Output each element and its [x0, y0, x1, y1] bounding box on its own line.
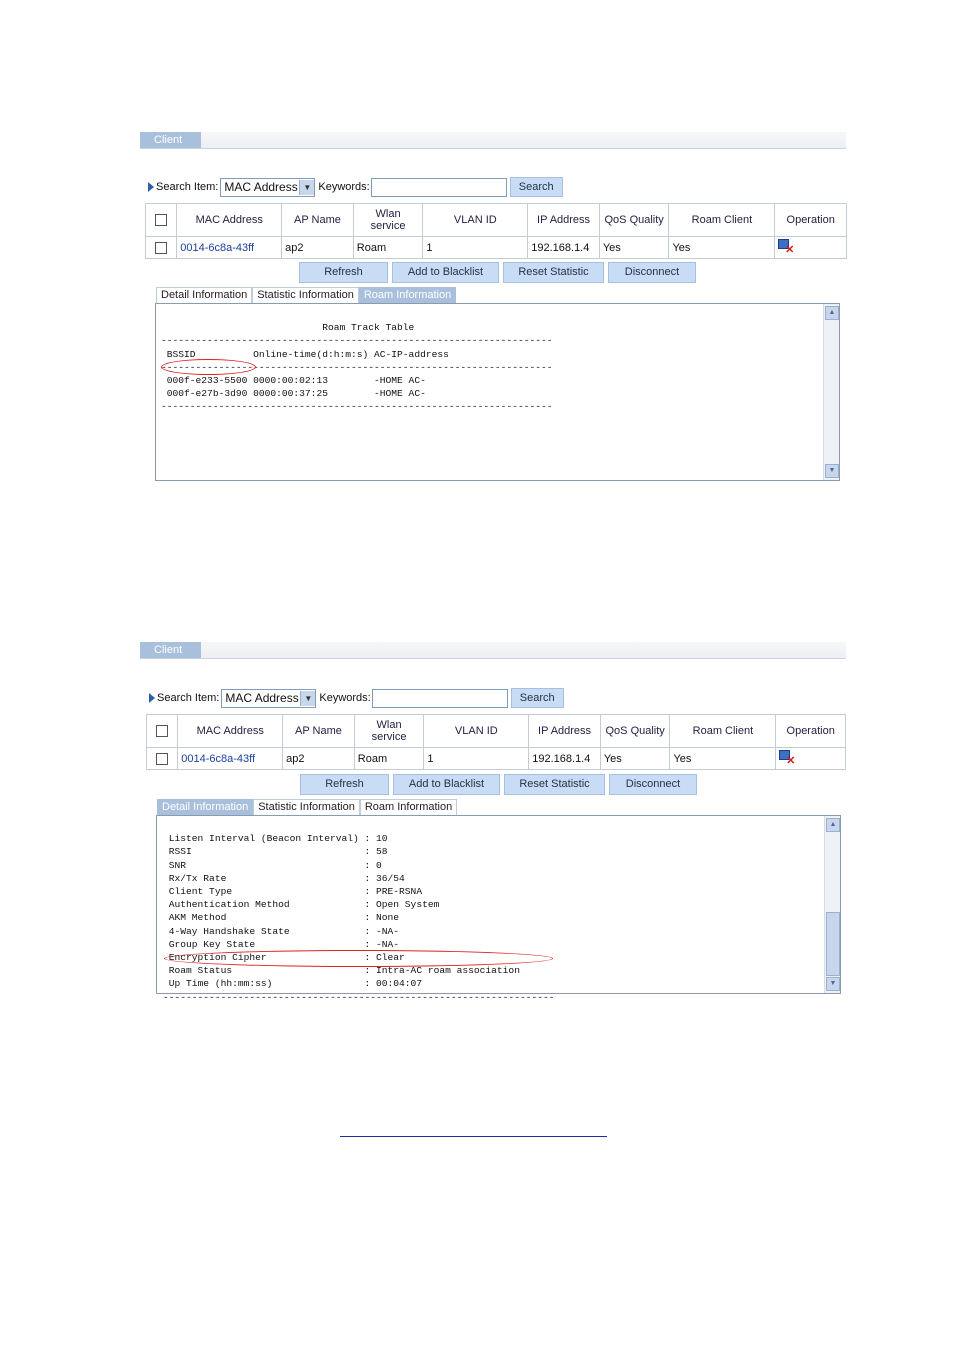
chevron-down-icon[interactable]: ▼: [300, 691, 315, 706]
search-item-select[interactable]: [221, 689, 316, 708]
textbox-scrollbar[interactable]: [823, 304, 839, 480]
col-vlan-id[interactable]: VLAN ID: [423, 204, 528, 237]
disconnect-client-icon[interactable]: ✕: [778, 239, 792, 253]
search-item-select-value: MAC Address: [225, 691, 299, 705]
text-line: Roam Track Table: [161, 322, 415, 334]
col-mac-address[interactable]: MAC Address: [177, 204, 282, 237]
keywords-label: Keywords:: [318, 181, 370, 193]
table-header-row: [147, 715, 846, 748]
tab-detail-information[interactable]: Detail Information: [156, 287, 252, 303]
reset-statistic-button[interactable]: Reset Statistic: [504, 774, 605, 795]
text-line: Encryption Cipher : Clear: [163, 952, 405, 964]
refresh-button[interactable]: Refresh: [299, 262, 388, 283]
row-checkbox[interactable]: [155, 242, 167, 254]
keywords-label: Keywords:: [319, 692, 371, 704]
col-mac-address[interactable]: MAC Address: [178, 715, 283, 748]
client-table: [146, 714, 846, 770]
text-line: Listen Interval (Beacon Interval) : 10: [163, 833, 388, 845]
text-line: 000f-e233-5500 0000:00:02:13 -HOME AC-: [161, 375, 426, 387]
col-wlan-service[interactable]: Wlan service: [354, 715, 424, 748]
scroll-thumb[interactable]: [826, 912, 840, 976]
col-qos-quality[interactable]: QoS Quality: [599, 204, 669, 237]
row-roam-client: Yes: [669, 237, 775, 259]
search-item-label: Search Item:: [157, 692, 220, 704]
row-select-cell[interactable]: [147, 748, 178, 770]
action-button-row: [300, 774, 701, 795]
disconnect-client-icon[interactable]: ✕: [779, 750, 793, 764]
panel-title-tab: Client: [140, 132, 201, 148]
search-row: [148, 177, 563, 197]
text-line: Group Key State : -NA-: [163, 938, 400, 950]
text-line: --------------------------------------------------------------------: [161, 361, 553, 373]
search-row: [149, 688, 564, 708]
roam-info-textbox[interactable]: [155, 303, 840, 481]
scroll-down-icon[interactable]: ▼: [825, 464, 839, 478]
add-to-blacklist-button[interactable]: Add to Blacklist: [392, 262, 499, 283]
client-table: [145, 203, 847, 259]
text-line: 000f-e27b-3d90 0000:00:37:25 -HOME AC-: [161, 388, 426, 400]
text-line: RSSI : 58: [163, 846, 388, 858]
row-vlan-id: 1: [423, 237, 528, 259]
search-item-label: Search Item:: [156, 181, 219, 193]
triangle-right-icon: [148, 182, 154, 192]
col-ip-address[interactable]: IP Address: [528, 204, 600, 237]
row-operation: [776, 748, 846, 770]
text-line: Authentication Method : Open System: [163, 899, 440, 911]
detail-info-text: [163, 819, 555, 1030]
row-ap-name: ap2: [282, 237, 354, 259]
reset-statistic-button[interactable]: Reset Statistic: [503, 262, 604, 283]
table-row: [146, 237, 847, 259]
textbox-scrollbar[interactable]: [824, 816, 840, 993]
row-wlan-service: Roam: [353, 237, 423, 259]
table-header-row: [146, 204, 847, 237]
text-line: 4-Way Handshake State : -NA-: [163, 925, 400, 937]
text-line: AKM Method : None: [163, 912, 400, 924]
row-mac-link[interactable]: 0014-6c8a-43ff: [178, 748, 283, 770]
table-row: [147, 748, 846, 770]
text-line: --------------------------------------------------------------------: [163, 991, 555, 1003]
col-qos-quality[interactable]: QoS Quality: [600, 715, 670, 748]
scroll-up-icon[interactable]: ▲: [825, 306, 839, 320]
row-operation: [775, 237, 847, 259]
text-line: Client Type : PRE-RSNA: [163, 886, 423, 898]
chevron-down-icon[interactable]: ▼: [299, 180, 314, 195]
col-wlan-service[interactable]: Wlan service: [353, 204, 423, 237]
highlight-oval: [164, 950, 553, 967]
col-ap-name[interactable]: AP Name: [282, 204, 354, 237]
scroll-up-icon[interactable]: ▲: [826, 818, 840, 832]
col-operation: Operation: [775, 204, 847, 237]
row-wlan-service: Roam: [354, 748, 424, 770]
client-panel-2: [140, 642, 846, 659]
highlight-oval: [161, 359, 256, 375]
col-roam-client[interactable]: Roam Client: [670, 715, 776, 748]
text-line: --------------------------------------------------------------------: [161, 401, 553, 413]
panel-title-bar: [140, 132, 846, 149]
refresh-button[interactable]: Refresh: [300, 774, 389, 795]
row-vlan-id: 1: [424, 748, 529, 770]
detail-info-textbox[interactable]: [156, 815, 841, 1003]
select-all-header[interactable]: [146, 204, 177, 237]
tab-statistic-information[interactable]: Statistic Information: [252, 287, 359, 303]
triangle-right-icon: [149, 693, 155, 703]
col-ap-name[interactable]: AP Name: [283, 715, 355, 748]
scroll-down-icon[interactable]: ▼: [826, 977, 840, 991]
col-vlan-id[interactable]: VLAN ID: [424, 715, 529, 748]
text-line: --------------------------------------------------------------------: [161, 335, 553, 347]
search-button[interactable]: Search: [511, 688, 564, 708]
text-line: Rx/Tx Rate : 36/54: [163, 872, 405, 884]
col-operation: Operation: [776, 715, 846, 748]
select-all-header[interactable]: [147, 715, 178, 748]
disconnect-button[interactable]: Disconnect: [609, 774, 697, 795]
tab-statistic-information[interactable]: Statistic Information: [253, 799, 360, 815]
info-tabs: [157, 799, 457, 815]
info-tabs: [156, 287, 456, 303]
keywords-input[interactable]: [371, 178, 507, 197]
text-line: Roam Status : Intra-AC roam association: [163, 965, 520, 977]
select-all-checkbox[interactable]: [156, 725, 168, 737]
tab-detail-information[interactable]: Detail Information: [157, 799, 253, 815]
text-line: BSSID Online-time(d:h:m:s) AC-IP-address: [161, 348, 449, 360]
tab-roam-information[interactable]: Roam Information: [360, 799, 457, 815]
text-line: SNR : 0: [163, 859, 382, 871]
row-ap-name: ap2: [283, 748, 355, 770]
row-ip-address: 192.168.1.4: [529, 748, 601, 770]
row-roam-client: Yes: [670, 748, 776, 770]
select-all-checkbox[interactable]: [155, 214, 167, 226]
col-roam-client[interactable]: Roam Client: [669, 204, 775, 237]
row-ip-address: 192.168.1.4: [528, 237, 600, 259]
client-panel-1: [140, 132, 846, 149]
search-item-select-value: MAC Address: [224, 180, 298, 194]
keywords-input[interactable]: [372, 689, 508, 708]
row-checkbox[interactable]: [156, 753, 168, 765]
panel-title-tab: Client: [140, 642, 201, 658]
row-select-cell[interactable]: [146, 237, 177, 259]
row-mac-link[interactable]: 0014-6c8a-43ff: [177, 237, 282, 259]
hyperlink-underline[interactable]: [340, 1136, 607, 1137]
add-to-blacklist-button[interactable]: Add to Blacklist: [393, 774, 500, 795]
disconnect-button[interactable]: Disconnect: [608, 262, 696, 283]
row-qos-quality: Yes: [599, 237, 669, 259]
panel-title-bar: [140, 642, 846, 659]
search-item-select[interactable]: [220, 178, 315, 197]
action-button-row: [299, 262, 700, 283]
col-ip-address[interactable]: IP Address: [529, 715, 601, 748]
row-qos-quality: Yes: [600, 748, 670, 770]
search-button[interactable]: Search: [510, 177, 563, 197]
tab-roam-information[interactable]: Roam Information: [359, 287, 456, 303]
text-line: Up Time (hh:mm:ss) : 00:04:07: [163, 978, 423, 990]
